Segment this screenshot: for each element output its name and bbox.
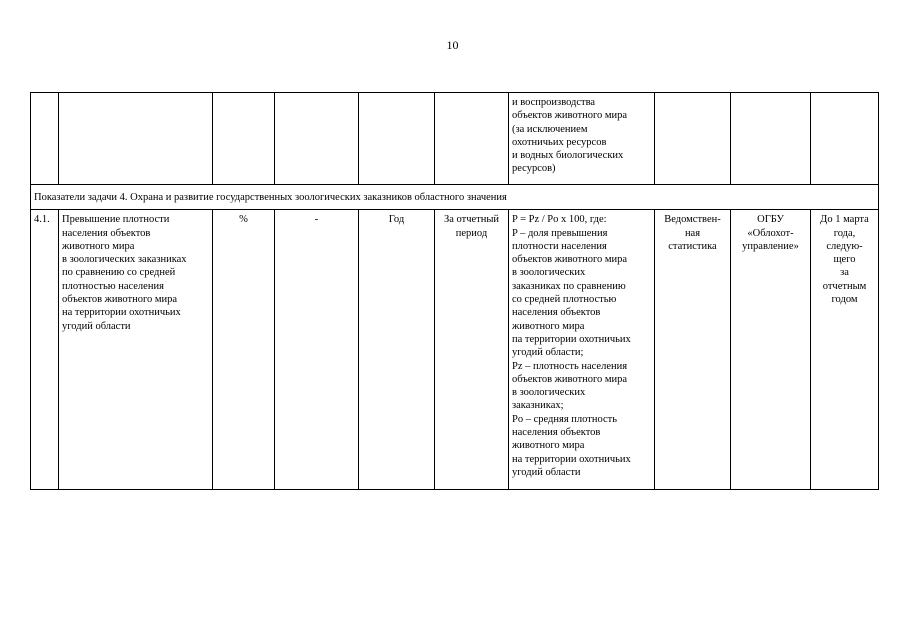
- cell-unit: [213, 93, 275, 185]
- cell-base-value: -: [275, 210, 359, 490]
- cell-source: [655, 93, 731, 185]
- cell-responsible: ОГБУ «Облохот- управление»: [731, 210, 811, 490]
- cell-period: За отчетный период: [435, 210, 509, 490]
- cell-periodicity: [359, 93, 435, 185]
- cell-source: Ведомствен- ная статистика: [655, 210, 731, 490]
- indicators-table: [30, 92, 879, 490]
- cell-num: 4.1.: [31, 210, 59, 490]
- cell-periodicity: Год: [359, 210, 435, 490]
- cell-name: Превышение плотности населения объектов животного мира в зоологических заказниках по сравнению со средней плотностью населения объектов животного мира на территории охотничьих угодий области: [59, 210, 213, 490]
- page-number: 10: [446, 38, 459, 52]
- cell-deadline: До 1 марта года, следую- щего за отчетным годом: [811, 210, 879, 490]
- section-header: Показатели задачи 4. Охрана и развитие государственных зоологических заказников областного значения: [31, 185, 879, 210]
- cell-period: [435, 93, 509, 185]
- cell-name: [59, 93, 213, 185]
- cell-unit: %: [213, 210, 275, 490]
- cell-formula: и воспроизводства объектов животного мира (за исключением охотничьих ресурсов и водных биологических ресурсов): [509, 93, 655, 185]
- section-header-row: [31, 185, 879, 210]
- cell-responsible: [731, 93, 811, 185]
- continuation-row: [31, 93, 879, 185]
- cell-formula: P = Pz / Po x 100, где: P – доля превышения плотности населения объектов животного мира в зоологических заказниках по сравнению со средней плотностью населения объектов животного мира па территории охотничьих угодий области; Pz – плотность населения объектов животного мира в зоологических заказниках; Po – средняя плотность населения объектов животного мира на территории охотничьих угодий области: [509, 210, 655, 490]
- cell-num: [31, 93, 59, 185]
- indicator-row: [31, 210, 879, 490]
- cell-base-value: [275, 93, 359, 185]
- cell-deadline: [811, 93, 879, 185]
